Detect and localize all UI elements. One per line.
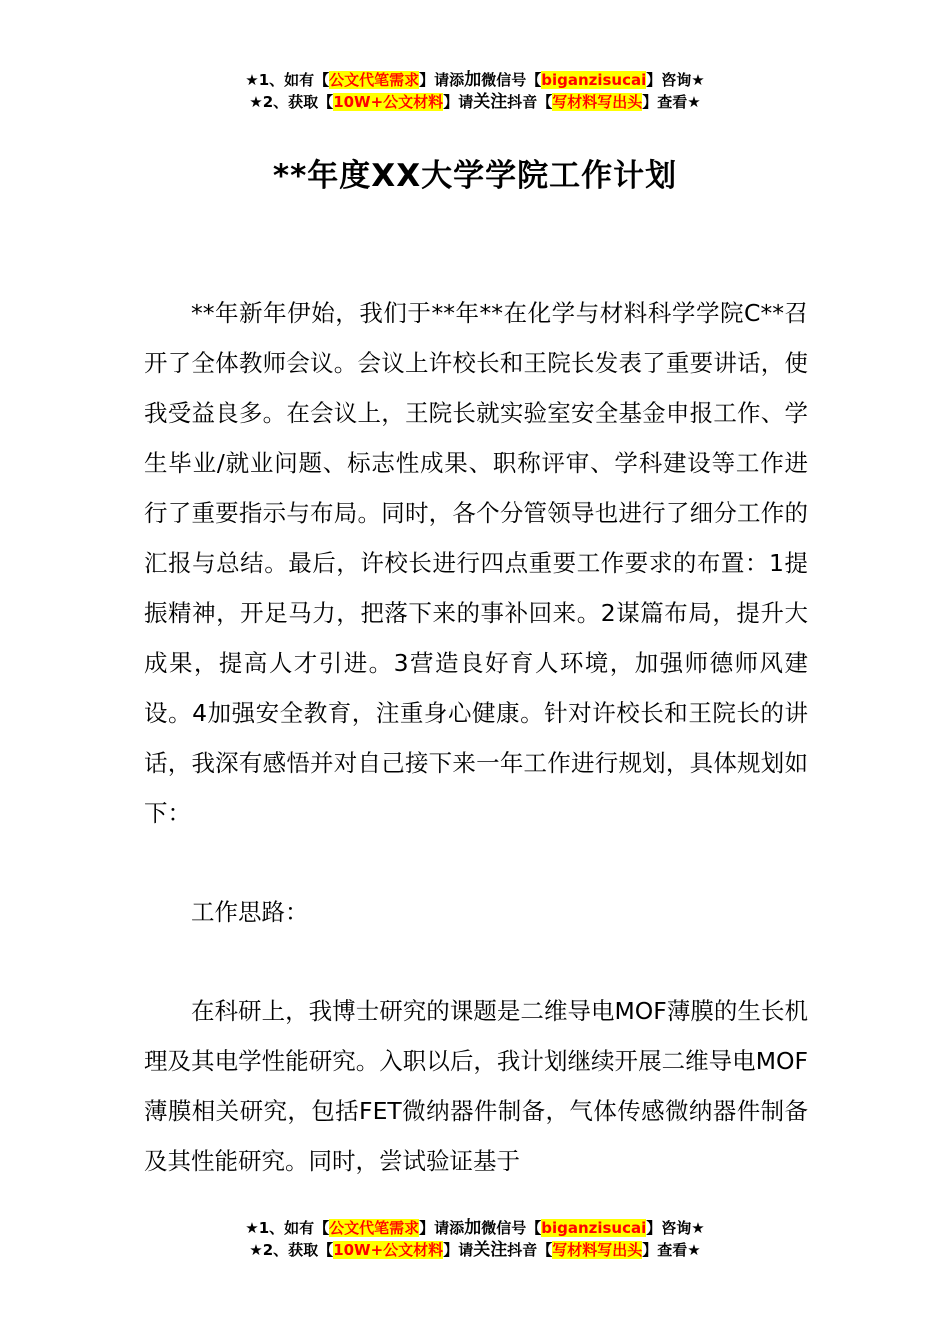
document-title: **年度XX大学学院工作计划 xyxy=(272,158,678,194)
banner-text: 抖音【 xyxy=(507,93,553,111)
body-paragraph-heading xyxy=(144,887,808,937)
banner-highlight: 公文代笔需求 xyxy=(329,71,420,89)
banner-text: 】请 xyxy=(443,93,474,111)
banner-line-2 xyxy=(0,1239,950,1261)
banner-text: 微信号【 xyxy=(481,71,542,89)
banner-text: 】查看★ xyxy=(642,93,701,111)
banner-text: ★2、获取【 xyxy=(249,93,334,111)
banner-text: 抖音【 xyxy=(507,1241,553,1259)
banner-highlight: 公文代笔需求 xyxy=(329,1219,420,1237)
banner-emphasis: 关注 xyxy=(473,1240,508,1260)
banner-text: ★1、如有【 xyxy=(245,1219,330,1237)
banner-text: 微信号【 xyxy=(481,1219,542,1237)
banner-text: ★2、获取【 xyxy=(249,1241,334,1259)
banner-highlight: 10W+公文材料 xyxy=(333,1241,444,1259)
banner-emphasis: 加 xyxy=(464,1218,482,1238)
banner-text: 】查看★ xyxy=(642,1241,701,1259)
paragraph-text: 工作思路： xyxy=(191,898,309,926)
banner-highlight: 写材料写出头 xyxy=(552,93,643,111)
banner-highlight: 写材料写出头 xyxy=(552,1241,643,1259)
banner-line-1 xyxy=(0,1217,950,1239)
banner-text: 】请添 xyxy=(419,71,465,89)
banner-text: 】咨询★ xyxy=(646,1219,705,1237)
banner-highlight: biganzisucai xyxy=(541,71,647,89)
body-paragraph-intro xyxy=(144,288,808,838)
body-paragraph-research xyxy=(144,986,808,1186)
paragraph-text: 在科研上，我博士研究的课题是二维导电MOF薄膜的生长机理及其电学性能研究。入职以后，我计划继续开展二维导电MOF薄膜相关研究，包括FET微纳器件制备，气体传感微纳器件制备及其性能研究。同时，尝试验证基于 xyxy=(144,997,808,1175)
header-banner xyxy=(0,69,950,113)
banner-text: 】请 xyxy=(443,1241,474,1259)
banner-emphasis: 关注 xyxy=(473,92,508,112)
banner-line-1 xyxy=(0,69,950,91)
banner-line-2 xyxy=(0,91,950,113)
banner-text: 】请添 xyxy=(419,1219,465,1237)
banner-text: 】咨询★ xyxy=(646,71,705,89)
banner-highlight: biganzisucai xyxy=(541,1219,647,1237)
banner-emphasis: 加 xyxy=(464,70,482,90)
paragraph-text: **年新年伊始，我们于**年**在化学与材料科学学院C**召开了全体教师会议。会议上许校长和王院长发表了重要讲话，使我受益良多。在会议上，王院长就实验室安全基金申报工作、学生毕业/就业问题、标志性成果、职称评审、学科建设等工作进行了重要指示与布局。同时，各个分管领导也进行了细分工作的汇报与总结。最后，许校长进行四点重要工作要求的布置：1提振精神，开足马力，把落下来的事补回来。2谋篇布局，提升大成果，提高人才引进。3营造良好育人环境，加强师德师风建设。4加强安全教育，注重身心健康。针对许校长和王院长的讲话，我深有感悟并对自己接下来一年工作进行规划，具体规划如下： xyxy=(144,299,808,827)
banner-text: ★1、如有【 xyxy=(245,71,330,89)
banner-highlight: 10W+公文材料 xyxy=(333,93,444,111)
footer-banner xyxy=(0,1217,950,1261)
